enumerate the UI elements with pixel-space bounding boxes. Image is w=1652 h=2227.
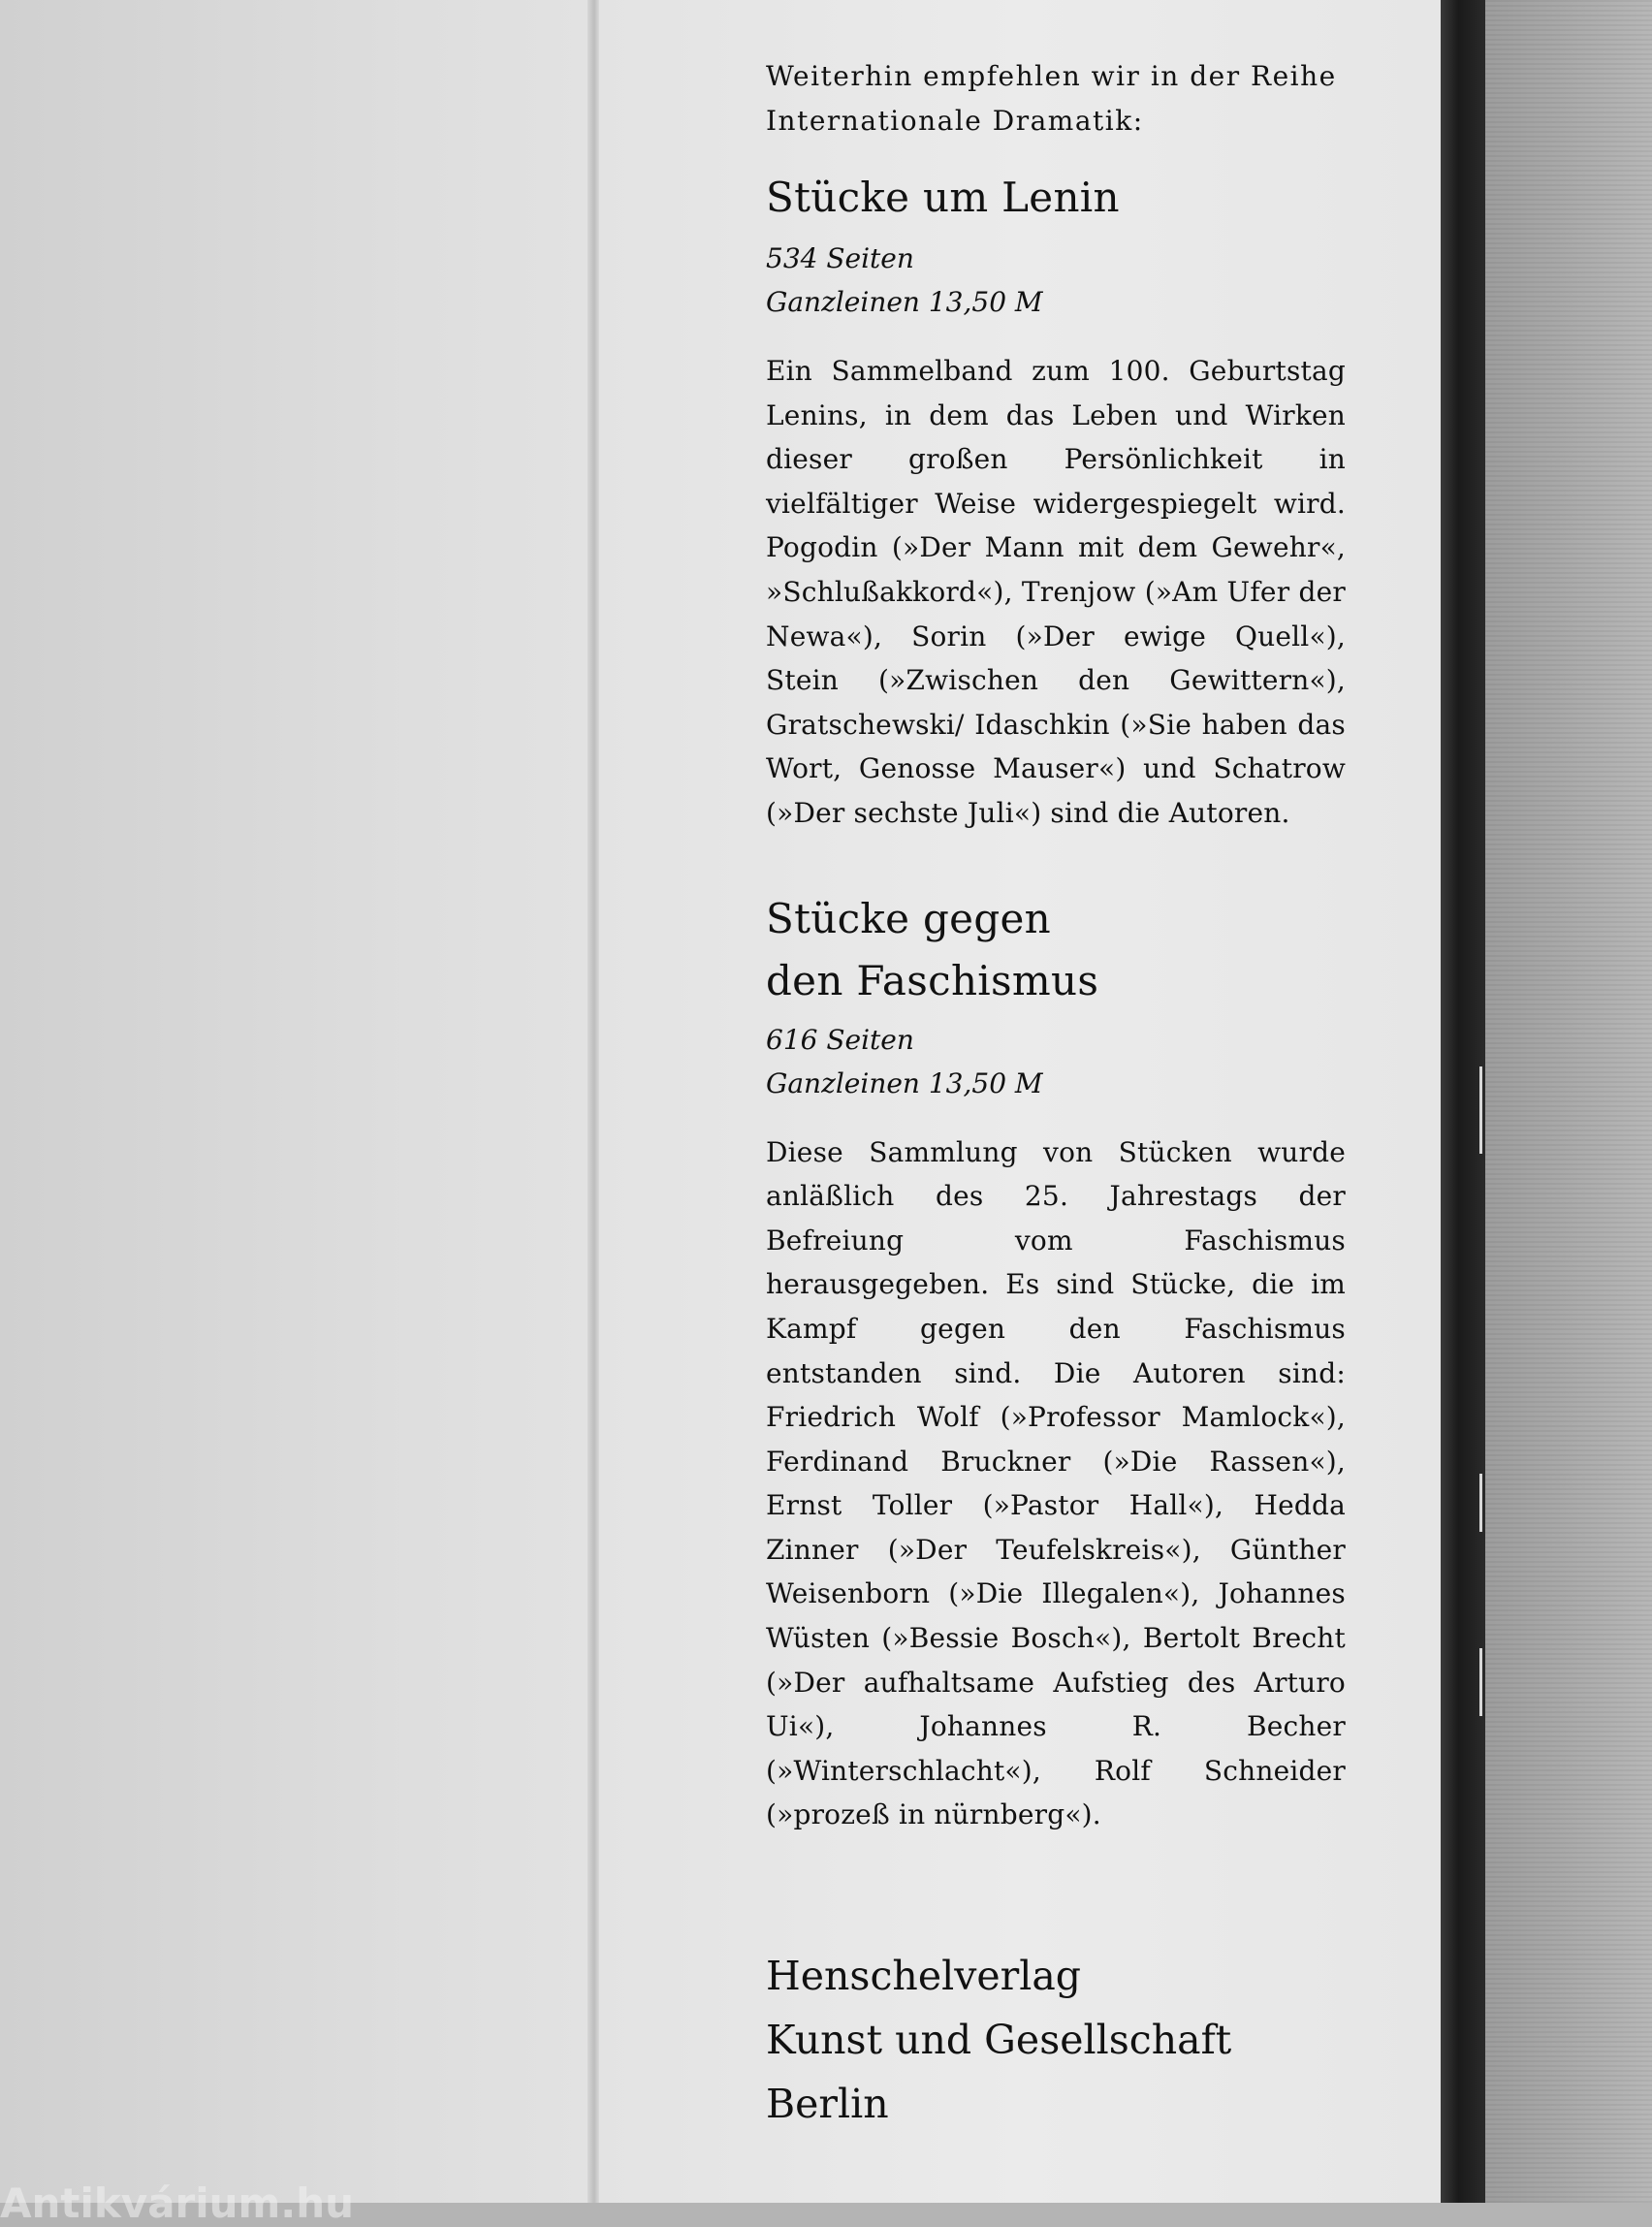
book-pages: 534 Seiten [766, 242, 914, 274]
book-binding: Ganzleinen 13,50 M [766, 286, 1043, 318]
watermark-text: Antikvárium.hu [0, 2179, 355, 2227]
book-entry-lenin [766, 167, 1346, 836]
publisher-imprint [766, 1944, 1346, 2136]
cover-wear-mark [1479, 1474, 1482, 1532]
book-pages: 616 Seiten [766, 1023, 914, 1056]
publisher-name: Henschelverlag [766, 1953, 1082, 2000]
book-description: Ein Sammelband zum 100. Geburtstag Lenins, in dem das Leben und Wirken dieser großen Persönlichkeit in vielfältiger Weise widergespiegelt wird. Pogodin (»Der Mann mit dem Gewehr«, »Schlußakkord«), Trenjow (»Am Ufer der Newa«), Sorin (»Der ewige Quell«), Stein (»Zwischen den Gewittern«), Gratschewski/ Idaschkin (»Sie haben das Wort, Genosse Mauser«) und Schatrow (»Der sechste Juli«) sind die Autoren. [766, 355, 1346, 829]
intro-text: Weiterhin empfehlen wir in der Reihe Internationale Dramatik: [766, 60, 1337, 137]
table-surface [1485, 0, 1652, 2203]
publisher-subtitle: Kunst und Gesellschaft [766, 2017, 1232, 2064]
book-title: Stücke um Lenin [766, 174, 1120, 221]
left-page [0, 0, 593, 2203]
publisher-city: Berlin [766, 2081, 889, 2128]
cover-wear-mark [1479, 1066, 1482, 1154]
book-list-page [766, 54, 1346, 2136]
book-title: Stücke gegen den Faschismus [766, 894, 1099, 1004]
cover-edge [1441, 0, 1485, 2203]
book-binding: Ganzleinen 13,50 M [766, 1066, 1043, 1099]
book-description: Diese Sammlung von Stücken wurde anläßlich des 25. Jahrestags der Befreiung vom Faschismus herausgegeben. Es sind Stücke, die im Kampf gegen den Faschismus entstanden sind. Die Autoren sind: Friedrich Wolf (»Professor Mamlock«), Ferdinand Bruckner (»Die Rassen«), Ernst Toller (»Pastor Hall«), Hedda Zinner (»Der Teufelskreis«), Günther Weisenborn (»Die Illegalen«), Johannes Wüsten (»Bessie Bosch«), Bertolt Brecht (»Der aufhaltsame Aufstieg des Arturo Ui«), Johannes R. Becher (»Winterschlacht«), Rolf Schneider (»prozeß in nürnberg«). [766, 1135, 1346, 1831]
book-entry-faschismus [766, 888, 1346, 1838]
cover-wear-mark [1479, 1648, 1482, 1716]
